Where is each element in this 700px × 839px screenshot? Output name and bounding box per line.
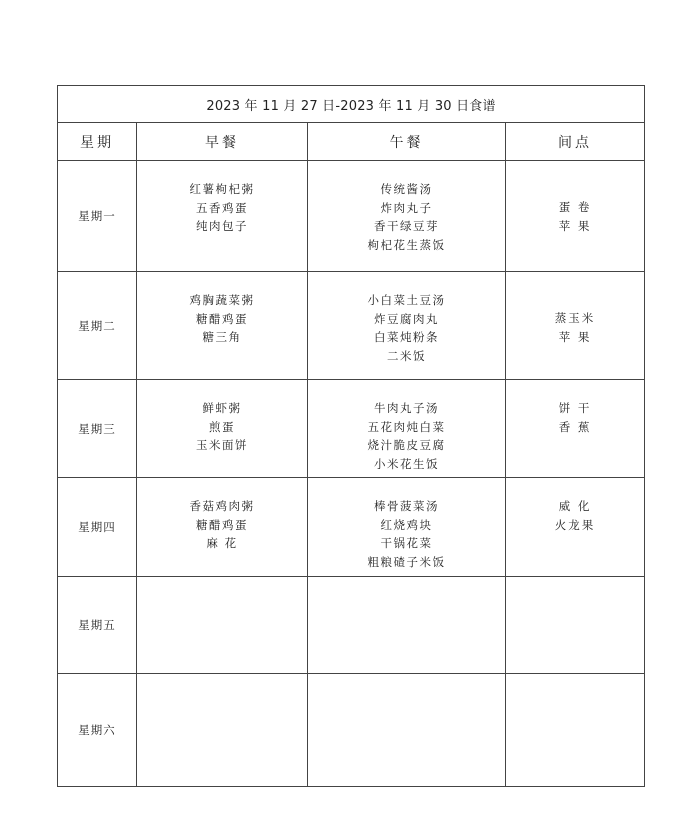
breakfast-item: 玉米面饼 xyxy=(196,438,248,452)
breakfast-cell xyxy=(137,272,308,380)
lunch-item: 炸肉丸子 xyxy=(380,200,433,215)
lunch-item: 烧汁脆皮豆腐 xyxy=(367,438,446,452)
lunch-item: 粗粮碴子米饭 xyxy=(367,554,446,569)
snack-item: 香 蕉 xyxy=(558,419,592,434)
breakfast-item: 麻 花 xyxy=(206,536,238,550)
lunch-item: 五花肉炖白菜 xyxy=(367,419,446,434)
lunch-cell xyxy=(308,380,506,478)
snack-item: 威 化 xyxy=(558,499,592,513)
lunch-item: 二米饭 xyxy=(387,348,426,363)
breakfast-item: 煎蛋 xyxy=(209,419,235,434)
snack-cell xyxy=(506,577,645,674)
day-row xyxy=(58,478,645,577)
breakfast-item: 糖三角 xyxy=(202,330,242,344)
snack-item: 饼 干 xyxy=(558,401,592,415)
lunch-item: 枸杞花生蒸饭 xyxy=(367,237,446,252)
menu-title: 2023 年 11 月 27 日-2023 年 11 月 30 日食谱 xyxy=(58,86,645,123)
breakfast-item: 鸡胸蔬菜粥 xyxy=(189,293,255,307)
breakfast-cell xyxy=(137,380,308,478)
lunch-item: 牛肉丸子汤 xyxy=(374,401,439,415)
breakfast-item: 鲜虾粥 xyxy=(202,401,242,415)
breakfast-item: 糖醋鸡蛋 xyxy=(196,311,248,326)
lunch-item: 红烧鸡块 xyxy=(380,517,433,532)
breakfast-cell xyxy=(137,577,308,674)
snack-cell xyxy=(506,161,645,272)
header-breakfast: 早餐 xyxy=(137,123,308,161)
snack-cell xyxy=(506,478,645,577)
day-label: 星期五 xyxy=(58,577,137,674)
snack-item: 蛋 卷 xyxy=(558,200,592,214)
day-row xyxy=(58,272,645,380)
day-row xyxy=(58,161,645,272)
breakfast-item: 糖醋鸡蛋 xyxy=(196,517,248,532)
day-label: 星期六 xyxy=(58,674,137,787)
snack-cell xyxy=(506,674,645,787)
lunch-item: 香干绿豆芽 xyxy=(374,219,439,233)
day-label: 星期二 xyxy=(58,272,137,380)
snack-item: 火龙果 xyxy=(554,517,596,532)
lunch-cell xyxy=(308,478,506,577)
lunch-cell xyxy=(308,674,506,787)
day-label: 星期三 xyxy=(58,380,137,478)
snack-item: 苹 果 xyxy=(558,218,592,233)
header-day: 星期 xyxy=(58,123,137,161)
lunch-cell xyxy=(308,272,506,380)
header-snack: 间点 xyxy=(506,123,645,161)
lunch-cell xyxy=(308,161,506,272)
snack-item: 苹 果 xyxy=(558,329,592,344)
lunch-item: 小白菜土豆汤 xyxy=(367,293,446,307)
breakfast-cell xyxy=(137,478,308,577)
lunch-cell xyxy=(308,577,506,674)
lunch-item: 传统酱汤 xyxy=(380,182,433,196)
header-lunch: 午餐 xyxy=(308,123,506,161)
lunch-item: 棒骨菠菜汤 xyxy=(374,499,439,513)
snack-cell xyxy=(506,380,645,478)
breakfast-item: 香菇鸡肉粥 xyxy=(189,499,255,513)
breakfast-cell xyxy=(137,674,308,787)
breakfast-item: 纯肉包子 xyxy=(196,219,248,233)
day-row xyxy=(58,674,645,787)
lunch-item: 小米花生饭 xyxy=(374,456,439,471)
breakfast-item: 五香鸡蛋 xyxy=(196,200,248,215)
header-row xyxy=(58,123,645,161)
day-label: 星期一 xyxy=(58,161,137,272)
day-label: 星期四 xyxy=(58,478,137,577)
menu-table xyxy=(57,85,645,787)
snack-item: 蒸玉米 xyxy=(554,311,596,325)
snack-cell xyxy=(506,272,645,380)
lunch-item: 白菜炖粉条 xyxy=(374,330,439,344)
lunch-item: 炸豆腐肉丸 xyxy=(374,311,439,326)
day-row xyxy=(58,577,645,674)
breakfast-cell xyxy=(137,161,308,272)
breakfast-item: 红薯枸杞粥 xyxy=(189,182,255,196)
lunch-item: 干锅花菜 xyxy=(380,536,433,550)
day-row xyxy=(58,380,645,478)
